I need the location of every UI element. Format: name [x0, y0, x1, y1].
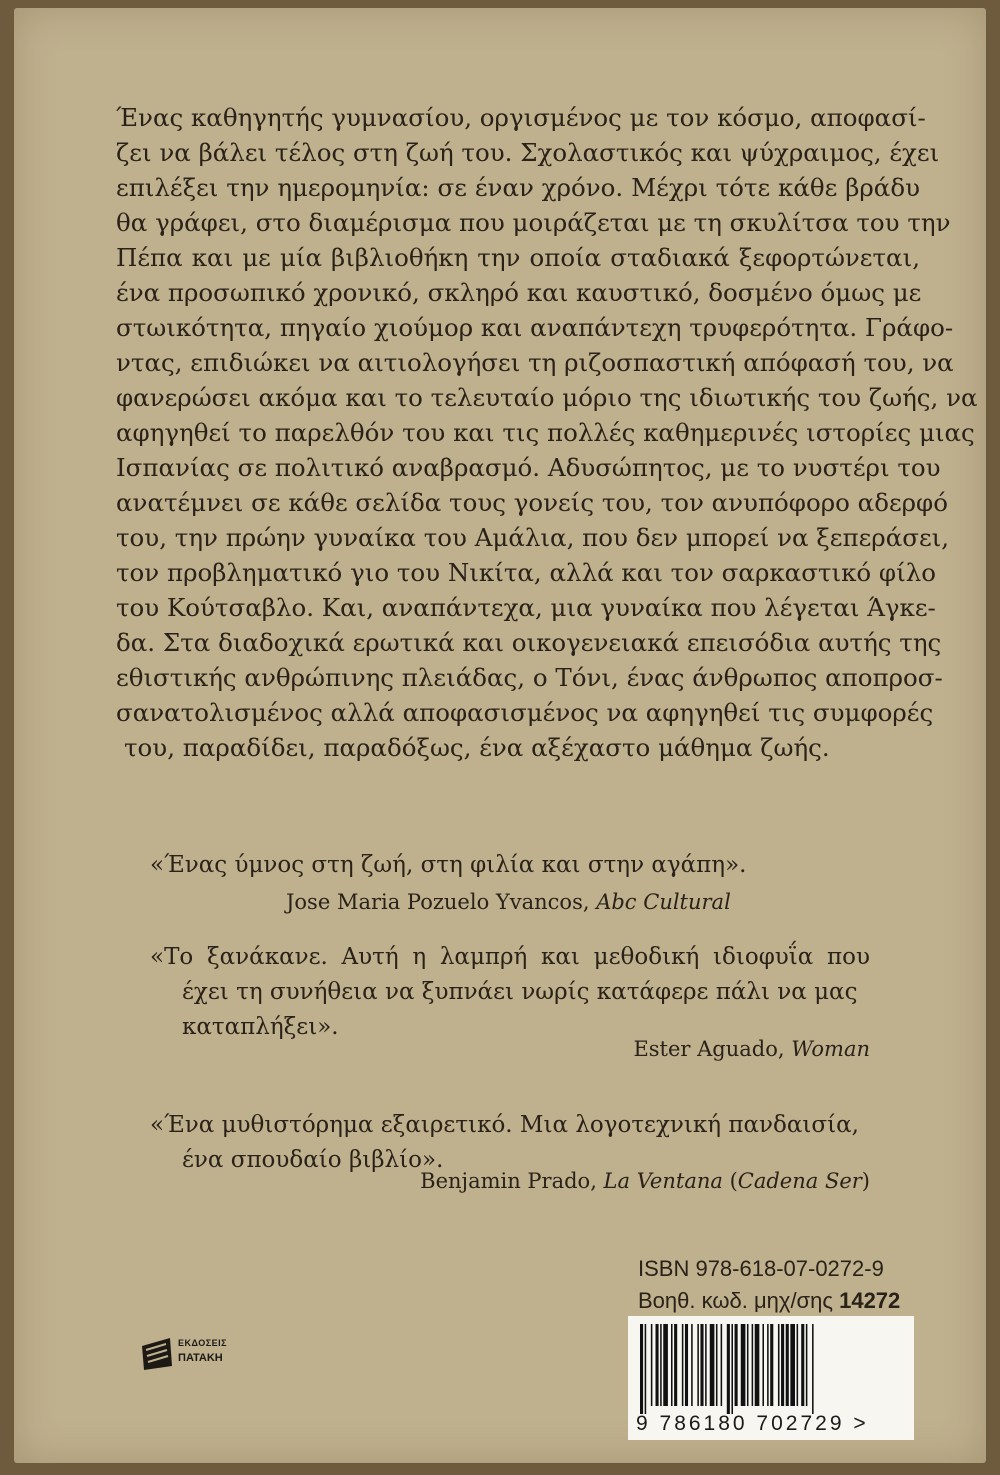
barcode-bar [682, 1324, 684, 1406]
quote-3-line-1: «Ένα μυθιστόρημα εξαιρετικό. Μια λογοτεχνική πανδαισία, [150, 1112, 859, 1138]
blurb-line: εθιστικής ανθρώπινης πλειάδας, ο Τόνι, ένας άνθρωπος αποπροσ- [116, 663, 943, 692]
blurb-line: ένα προσωπικό χρονικό, σκληρό και καυστικό, δοσμένο όμως με [116, 278, 922, 307]
barcode-bar [786, 1324, 789, 1406]
quote-1-source: Abc Cultural [596, 890, 731, 914]
barcode-bar [700, 1324, 703, 1406]
publisher-logo [140, 1332, 260, 1382]
blurb-line: επιλέξει την ημερομηνία: σε έναν χρόνο. Μέχρι τότε κάθε βράδυ [116, 173, 920, 202]
blurb-line: Ισπανίας σε πολιτικό αναβρασμό. Αδυσώπητος, με το νυστέρι του [116, 453, 941, 482]
blurb-line: του Κούτσαβλο. Και, αναπάντεχα, μια γυναίκα που λέγεται Άγκε- [116, 593, 936, 622]
blurb-text [116, 100, 978, 765]
product-code-line [638, 1285, 900, 1317]
quote-3-line-2: ένα σπουδαίο βιβλίο». [182, 1147, 444, 1173]
barcode-bar [640, 1324, 643, 1414]
barcode-bar [705, 1324, 707, 1406]
blurb-line: ντας, επιδιώκει να αιτιολογήσει τη ριζοσπαστική απόφασή του, να [116, 348, 954, 377]
barcode-bar [781, 1324, 784, 1406]
quote-2-line-2: έχει τη συνήθεια να ξυπνάει νωρίς κατάφερε πάλι να μας [182, 979, 858, 1005]
blurb-line: Ένας καθηγητής γυμνασίου, οργισμένος με τον κόσμο, αποφασί- [116, 103, 926, 132]
quote-2 [150, 940, 870, 1061]
quote-1 [150, 848, 746, 920]
barcode-bar [651, 1324, 653, 1406]
barcode-bar [671, 1324, 673, 1406]
isbn-line: ISBN 978-618-07-0272-9 [638, 1256, 884, 1281]
isbn-block [638, 1253, 900, 1317]
quote-3-source: La Ventana [603, 1169, 723, 1193]
barcode-bar [645, 1324, 647, 1414]
barcode-bar [762, 1324, 764, 1406]
barcode [628, 1316, 914, 1440]
publisher-name-line-2: ΠΑΤΑΚΗ [178, 1352, 223, 1364]
quote-2-line-1: «Το ξανάκανε. Αυτή η λαμπρή και μεθοδική ιδιοφυΐα που [150, 944, 870, 970]
quote-3 [150, 1108, 870, 1193]
blurb-line: στωικότητα, πηγαίο χιούμορ και αναπάντεχη τρυφερότητα. Γράφο- [116, 313, 954, 342]
barcode-bar [806, 1324, 808, 1406]
barcode-bar [812, 1324, 814, 1414]
quote-2-source: Woman [791, 1037, 870, 1061]
barcode-bar [697, 1324, 699, 1406]
barcode-bar [801, 1324, 804, 1406]
blurb-line: του, την πρώην γυναίκα του Αμάλια, που δεν μπορεί να ξεπεράσει, [116, 523, 950, 552]
barcode-bar [735, 1324, 738, 1406]
barcode-bar [674, 1324, 677, 1406]
barcode-bar [767, 1324, 769, 1406]
product-code-value: 14272 [839, 1288, 901, 1313]
publisher-logo-mark [140, 1332, 174, 1372]
quote-3-author: Benjamin Prado, [420, 1169, 604, 1193]
barcode-bar [770, 1324, 773, 1406]
barcode-bar [721, 1324, 723, 1406]
barcode-digits: 9 786180 702729 > [636, 1412, 869, 1435]
blurb-line: ανατέμνει σε κάθε σελίδα τους γονείς του, τον ανυπόφορο αδερφό [116, 488, 948, 517]
barcode-bar [710, 1324, 715, 1406]
publisher-name-line-1: ΕΚΔΟΣΕΙΣ [178, 1338, 228, 1348]
blurb-line: δα. Στα διαδοχικά ερωτικά και οικογενειακά επεισόδια αυτής της [116, 628, 942, 657]
blurb-line: σανατολισμένος αλλά αποφασισμένος να αφηγηθεί τις συμφορές [116, 698, 934, 727]
barcode-bar [656, 1324, 659, 1406]
barcode-bar [797, 1324, 799, 1406]
barcode-bar [727, 1324, 730, 1414]
quote-1-text: «Ένας ύμνος στη ζωή, στη φιλία και στην αγάπη». [150, 852, 747, 878]
blurb-line: του, παραδίδει, παραδόξως, ένα αξέχαστο μάθημα ζωής. [124, 733, 830, 762]
barcode-bars [628, 1316, 914, 1416]
barcode-bar [741, 1324, 746, 1406]
barcode-bar [663, 1324, 668, 1406]
quote-1-author: Jose Maria Pozuelo Yvancos, [286, 890, 597, 914]
quote-2-line-3: καταπλήξει». [182, 1014, 339, 1040]
barcode-bar [755, 1324, 760, 1406]
quote-3-source-extra: Cadena Ser [737, 1169, 862, 1193]
barcode-bar [660, 1324, 662, 1406]
quote-2-author: Ester Aguado, [633, 1037, 792, 1061]
barcode-bar [716, 1324, 718, 1406]
barcode-bar [731, 1324, 733, 1414]
blurb-line: ζει να βάλει τέλος στη ζωή του. Σχολαστικός και ψύχραιμος, έχει [116, 138, 940, 167]
barcode-bar [778, 1324, 780, 1406]
barcode-bar [691, 1324, 693, 1406]
barcode-bar [747, 1324, 749, 1406]
barcode-bar [790, 1324, 795, 1406]
blurb-line: αφηγηθεί το παρελθόν του και τις πολλές καθημερινές ιστορίες μιας [116, 418, 975, 447]
blurb-line: φανερώσει ακόμα και το τελευταίο μόριο της ιδιωτικής του ζωής, να [116, 383, 978, 412]
blurb-line: Πέπα και με μία βιβλιοθήκη την οποία σταδιακά ξεφορτώνεται, [116, 243, 920, 272]
blurb-line: θα γράφει, στο διαμέρισμα που μοιράζεται με τη σκυλίτσα του την [116, 208, 951, 237]
product-code-label: Βοηθ. κωδ. μηχ/σης [638, 1288, 840, 1313]
barcode-bar [752, 1324, 754, 1406]
quote-3-attribution [420, 1164, 870, 1199]
quote-3-paren-close: ) [861, 1169, 870, 1193]
barcode-bar [685, 1324, 688, 1406]
blurb-line: τον προβληματικό γιο του Νικίτα, αλλά και τον σαρκαστικό φίλο [116, 558, 936, 587]
quote-1-attribution [150, 885, 746, 920]
quote-2-attribution [633, 1032, 870, 1067]
quote-3-paren-open: ( [722, 1169, 738, 1193]
